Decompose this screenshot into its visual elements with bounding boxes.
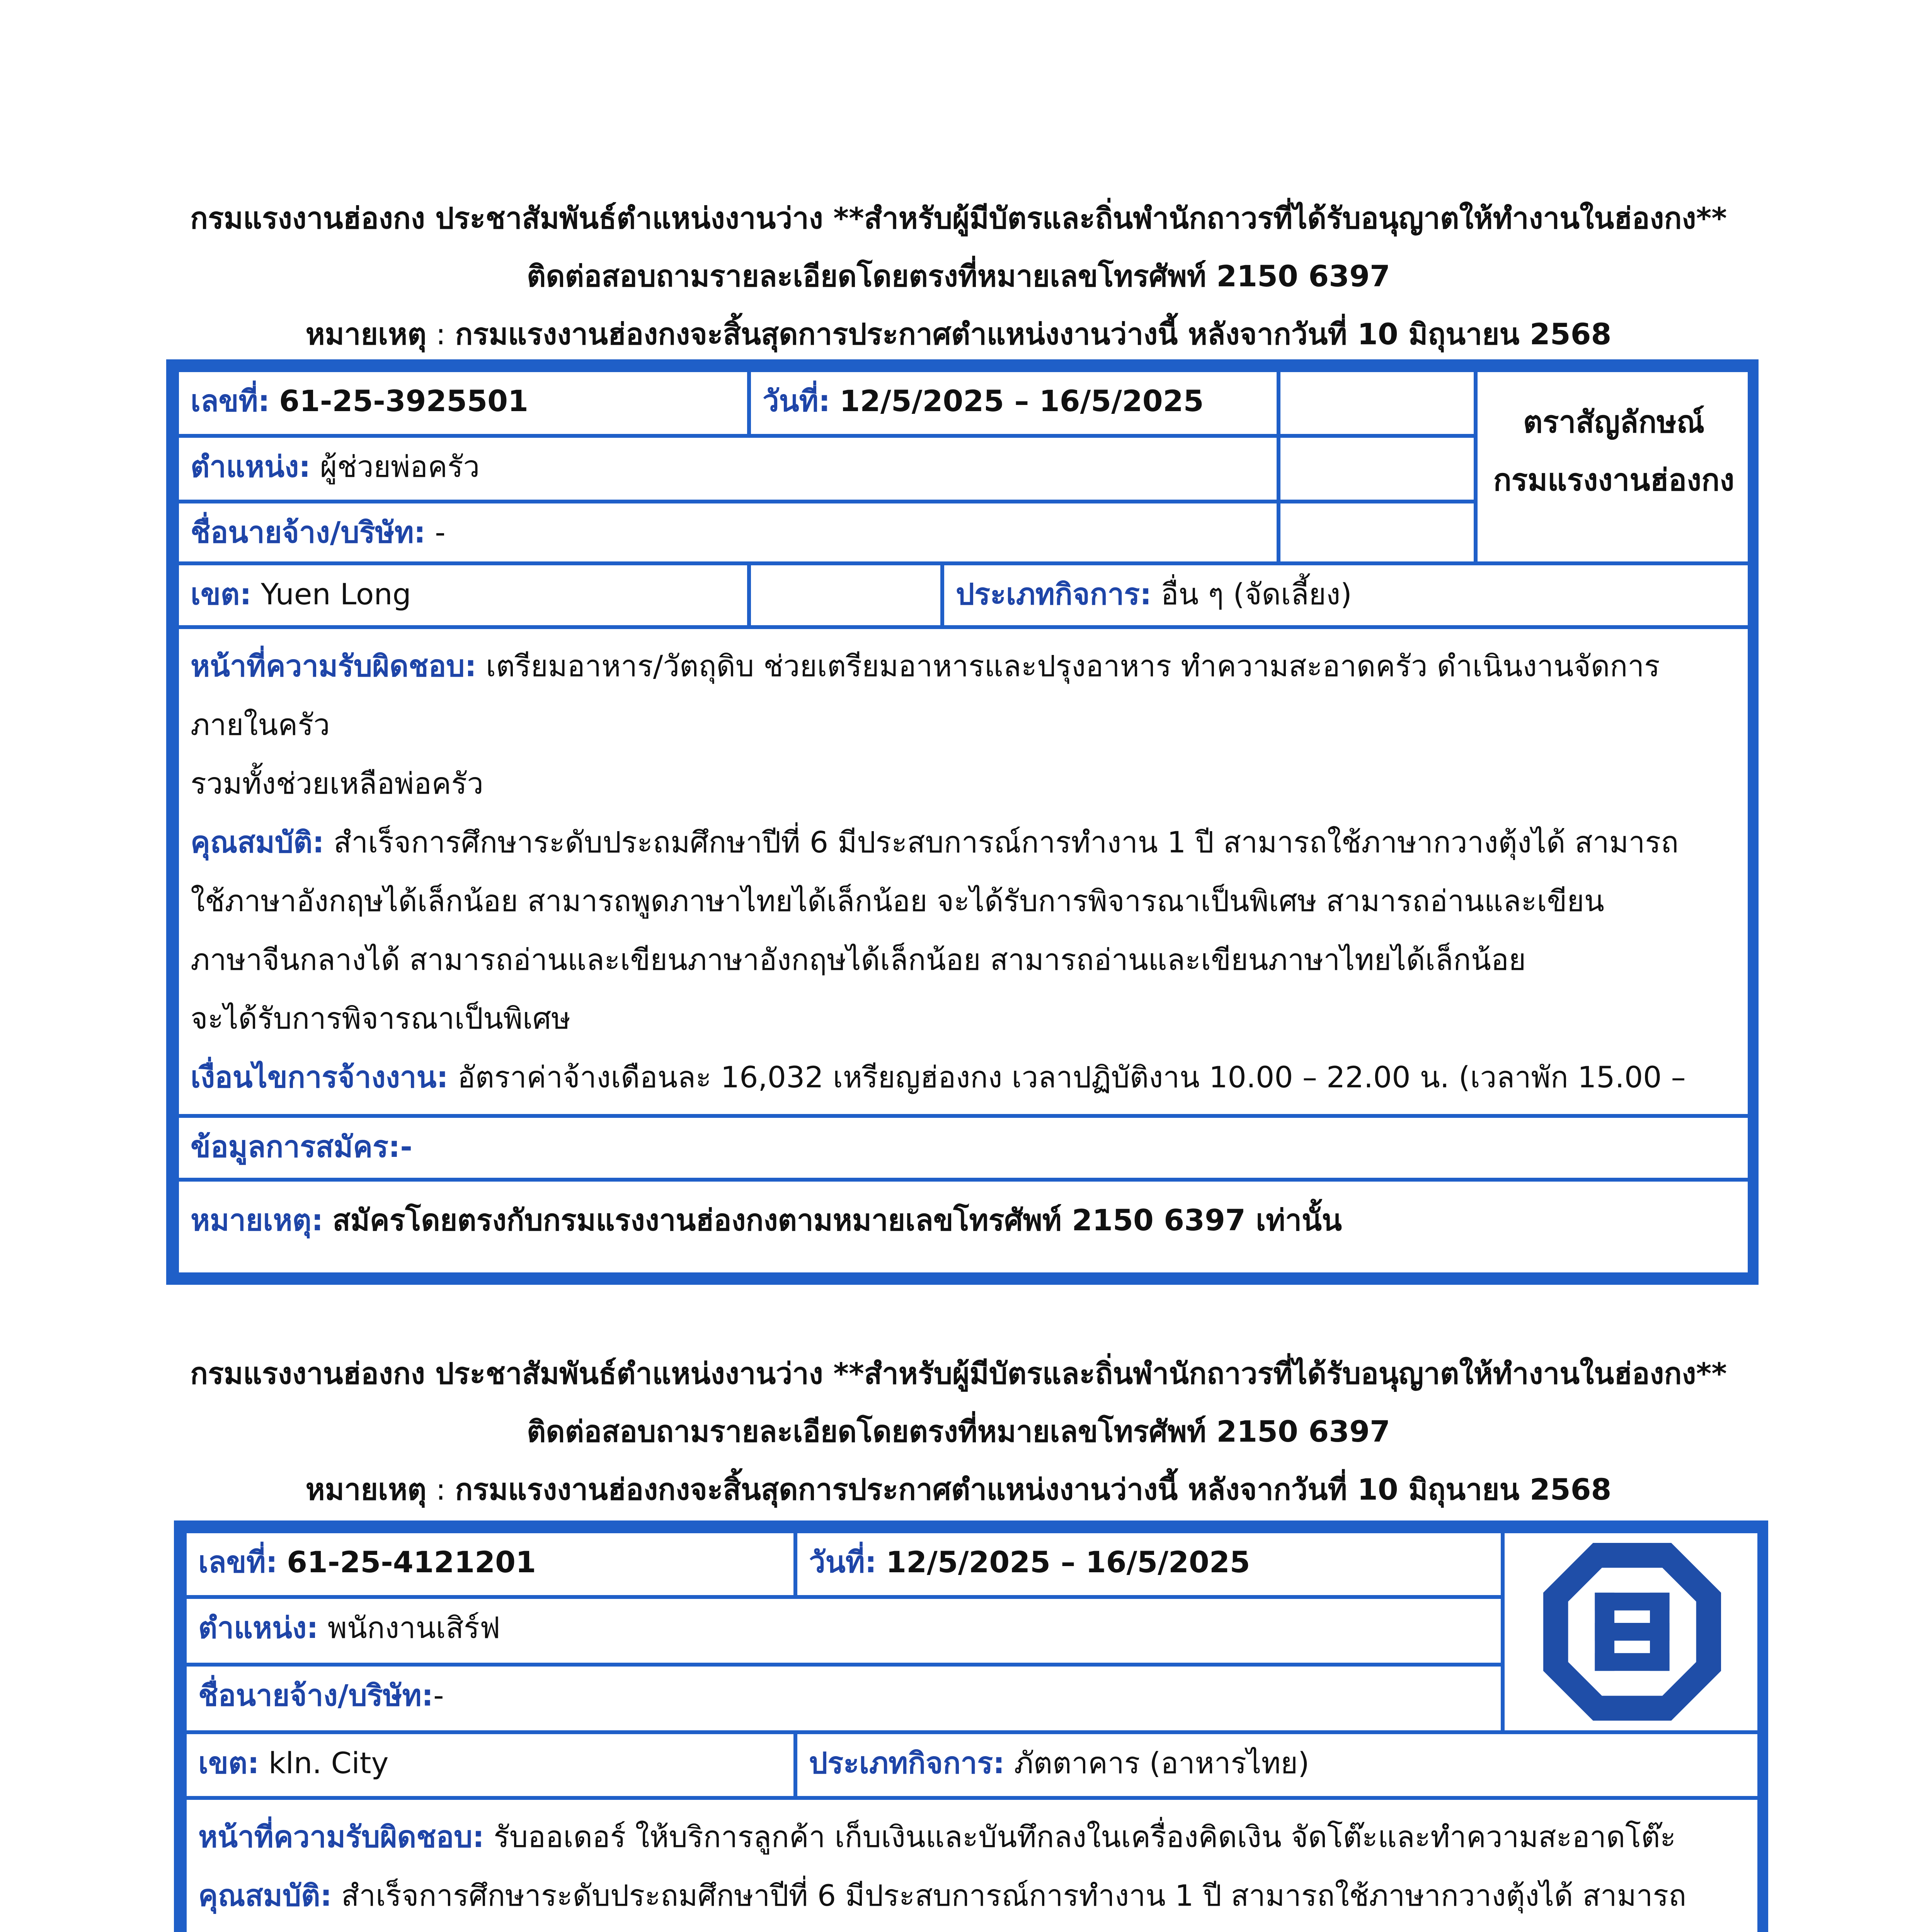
notice-header-1 bbox=[0, 189, 1917, 363]
employer-cell bbox=[177, 502, 1279, 563]
number-label: เลขที่: bbox=[191, 384, 270, 418]
application-cell bbox=[177, 1116, 1752, 1180]
number-value: 61-25-4121201 bbox=[287, 1545, 536, 1579]
position-label: ตำแหน่ง: bbox=[198, 1611, 318, 1645]
qual-line-1 bbox=[198, 1866, 1748, 1925]
district-label: เขต: bbox=[191, 577, 252, 611]
business-label: ประเภทกิจการ: bbox=[956, 577, 1152, 611]
number-cell bbox=[177, 370, 749, 436]
header-line-1: กรมแรงงานฮ่องกง ประชาสัมพันธ์ตำแหน่งงานว่าง **สำหรับผู้มีบัตรและถิ่นพำนักถาวรที่ได้รับอนุญาตให้ทำงานในฮ่องกง** bbox=[190, 201, 1727, 235]
remark-value: สมัครโดยตรงกับกรมแรงงานฮ่องกงตามหมายเลขโทรศัพท์ 2150 6397 เท่านั้น bbox=[332, 1203, 1342, 1237]
number-cell bbox=[185, 1531, 795, 1597]
remark-label: หมายเหตุ: bbox=[191, 1203, 323, 1237]
qual-value-1: สำเร็จการศึกษาระดับประถมศึกษาปีที่ 6 มีประสบการณ์การทำงาน 1 ปี สามารถใช้ภาษากวางตุ้งได้ สามารถ bbox=[341, 1878, 1687, 1913]
header-note-sep: : bbox=[426, 317, 455, 351]
employer-label: ชื่อนายจ้าง/บริษัท: bbox=[191, 515, 426, 549]
number-label: เลขที่: bbox=[198, 1545, 278, 1579]
date-label: วันที่: bbox=[763, 384, 831, 418]
header-line-3 bbox=[0, 305, 1917, 363]
header-note-body: กรมแรงงานฮ่องกงจะสิ้นสุดการประกาศตำแหน่งงานว่างนี้ หลังจากวันที่ 10 มิถุนายน 2568 bbox=[455, 317, 1612, 351]
job-card-1 bbox=[166, 359, 1759, 1285]
header-note-sep: : bbox=[426, 1472, 455, 1507]
date-cell bbox=[749, 370, 1279, 436]
duties-label: หน้าที่ความรับผิดชอบ: bbox=[198, 1820, 484, 1854]
qual-line-1 bbox=[191, 813, 1738, 872]
duties-line-1 bbox=[191, 637, 1738, 754]
cond-line-1 bbox=[191, 1048, 1738, 1116]
business-value: ภัตตาคาร (อาหารไทย) bbox=[1014, 1746, 1309, 1780]
seal-line-2: กรมแรงงานฮ่องกง bbox=[1493, 463, 1735, 498]
qual-value-3: ภาษาจีนกลางได้ สามารถอ่านและเขียนภาษาอังกฤษได้เล็กน้อย สามารถอ่านและเขียนภาษาไทยได้เล็กน้อย bbox=[191, 942, 1526, 977]
employer-value: - bbox=[433, 1678, 444, 1713]
district-cell bbox=[177, 563, 749, 627]
district-label: เขต: bbox=[198, 1746, 259, 1780]
logo-cell bbox=[1503, 1531, 1762, 1732]
date-value: 12/5/2025 – 16/5/2025 bbox=[886, 1545, 1250, 1579]
position-value: ผู้ช่วยพ่อครัว bbox=[320, 449, 480, 484]
duties-value-1: รับออเดอร์ ให้บริการลูกค้า เก็บเงินและบันทึกลงในเครื่องคิดเงิน จัดโต๊ะและทำความสะอาดโต๊ะ bbox=[494, 1820, 1676, 1854]
blank-cell bbox=[1279, 370, 1476, 436]
business-value: อื่น ๆ (จัดเลี้ยง) bbox=[1161, 577, 1352, 611]
header-line-1: กรมแรงงานฮ่องกง ประชาสัมพันธ์ตำแหน่งงานว่าง **สำหรับผู้มีบัตรและถิ่นพำนักถาวรที่ได้รับอนุญาตให้ทำงานในฮ่องกง** bbox=[190, 1356, 1727, 1391]
blank-cell bbox=[1279, 436, 1476, 502]
number-value: 61-25-3925501 bbox=[279, 384, 528, 418]
job-card-2 bbox=[174, 1520, 1768, 1932]
business-label: ประเภทกิจการ: bbox=[809, 1746, 1005, 1780]
duties-line-1 bbox=[198, 1808, 1748, 1866]
header-note-label: หมายเหตุ bbox=[305, 317, 427, 351]
business-cell bbox=[795, 1732, 1762, 1798]
employer-value: - bbox=[435, 515, 446, 549]
header-line-2: ติดต่อสอบถามรายละเอียดโดยตรงที่หมายเลขโทรศัพท์ 2150 6397 bbox=[527, 1414, 1390, 1449]
position-value: พนักงานเสิร์ฟ bbox=[327, 1611, 501, 1645]
position-cell bbox=[185, 1597, 1503, 1665]
date-label: วันที่: bbox=[809, 1545, 877, 1579]
seal-line-1: ตราสัญลักษณ์ bbox=[1523, 405, 1705, 440]
cond-value-1: อัตราค่าจ้างเดือนละ 16,032 เหรียญฮ่องกง เวลาปฏิบัติงาน 10.00 – 22.00 น. (เวลาพัก 15.00 – bbox=[458, 1060, 1686, 1094]
duties-value-2: รวมทั้งช่วยเหลือพ่อครัว bbox=[191, 766, 484, 801]
employer-cell bbox=[185, 1665, 1503, 1732]
labour-department-logo-icon bbox=[1543, 1543, 1721, 1721]
duties-label: หน้าที่ความรับผิดชอบ: bbox=[191, 649, 477, 683]
qualifications-label: คุณสมบัติ: bbox=[198, 1878, 332, 1913]
qual-value-4: จะได้รับการพิจารณาเป็นพิเศษ bbox=[191, 1001, 571, 1036]
employer-label: ชื่อนายจ้าง/บริษัท: bbox=[198, 1678, 434, 1713]
position-cell bbox=[177, 436, 1279, 502]
district-value: Yuen Long bbox=[260, 577, 411, 611]
header-note-body: กรมแรงงานฮ่องกงจะสิ้นสุดการประกาศตำแหน่งงานว่างนี้ หลังจากวันที่ 10 มิถุนายน 2568 bbox=[455, 1472, 1612, 1507]
blank-cell bbox=[749, 563, 942, 627]
notice-header-2 bbox=[0, 1345, 1917, 1519]
seal-cell bbox=[1476, 370, 1752, 563]
district-cell bbox=[185, 1732, 795, 1798]
district-value: kln. City bbox=[268, 1746, 389, 1780]
duties-value-1: เตรียมอาหาร/วัตถุดิบ ช่วยเตรียมอาหารและปรุงอาหาร ทำความสะอาดครัว ดำเนินงานจัดการภายในครัว bbox=[191, 649, 1660, 742]
date-cell bbox=[795, 1531, 1503, 1597]
position-label: ตำแหน่ง: bbox=[191, 449, 311, 484]
qual-value-1: สำเร็จการศึกษาระดับประถมศึกษาปีที่ 6 มีประสบการณ์การทำงาน 1 ปี สามารถใช้ภาษากวางตุ้งได้ สามารถ bbox=[334, 825, 1679, 859]
header-line-3 bbox=[0, 1461, 1917, 1519]
blank-cell bbox=[1279, 502, 1476, 563]
qual-value-2: ใช้ภาษาอังกฤษได้เล็กน้อย สามารถพูดภาษาไทยได้เล็กน้อย จะได้รับการพิจารณาเป็นพิเศษ สามารถอ่านและเขียน bbox=[191, 884, 1604, 918]
qualifications-label: คุณสมบัติ: bbox=[191, 825, 324, 859]
application-label: ข้อมูลการสมัคร:- bbox=[191, 1129, 412, 1164]
conditions-label: เงื่อนไขการจ้างงาน: bbox=[191, 1060, 448, 1094]
details-cell bbox=[185, 1798, 1762, 1932]
header-line-2: ติดต่อสอบถามรายละเอียดโดยตรงที่หมายเลขโทรศัพท์ 2150 6397 bbox=[527, 259, 1390, 293]
qual-value-2 bbox=[198, 1925, 1748, 1932]
card-grid bbox=[175, 368, 1750, 1276]
details-cell bbox=[177, 627, 1752, 1116]
date-value: 12/5/2025 – 16/5/2025 bbox=[839, 384, 1204, 418]
card-grid bbox=[182, 1529, 1760, 1932]
business-cell bbox=[942, 563, 1752, 627]
header-note-label: หมายเหตุ bbox=[305, 1472, 427, 1507]
remark-cell bbox=[177, 1180, 1752, 1274]
